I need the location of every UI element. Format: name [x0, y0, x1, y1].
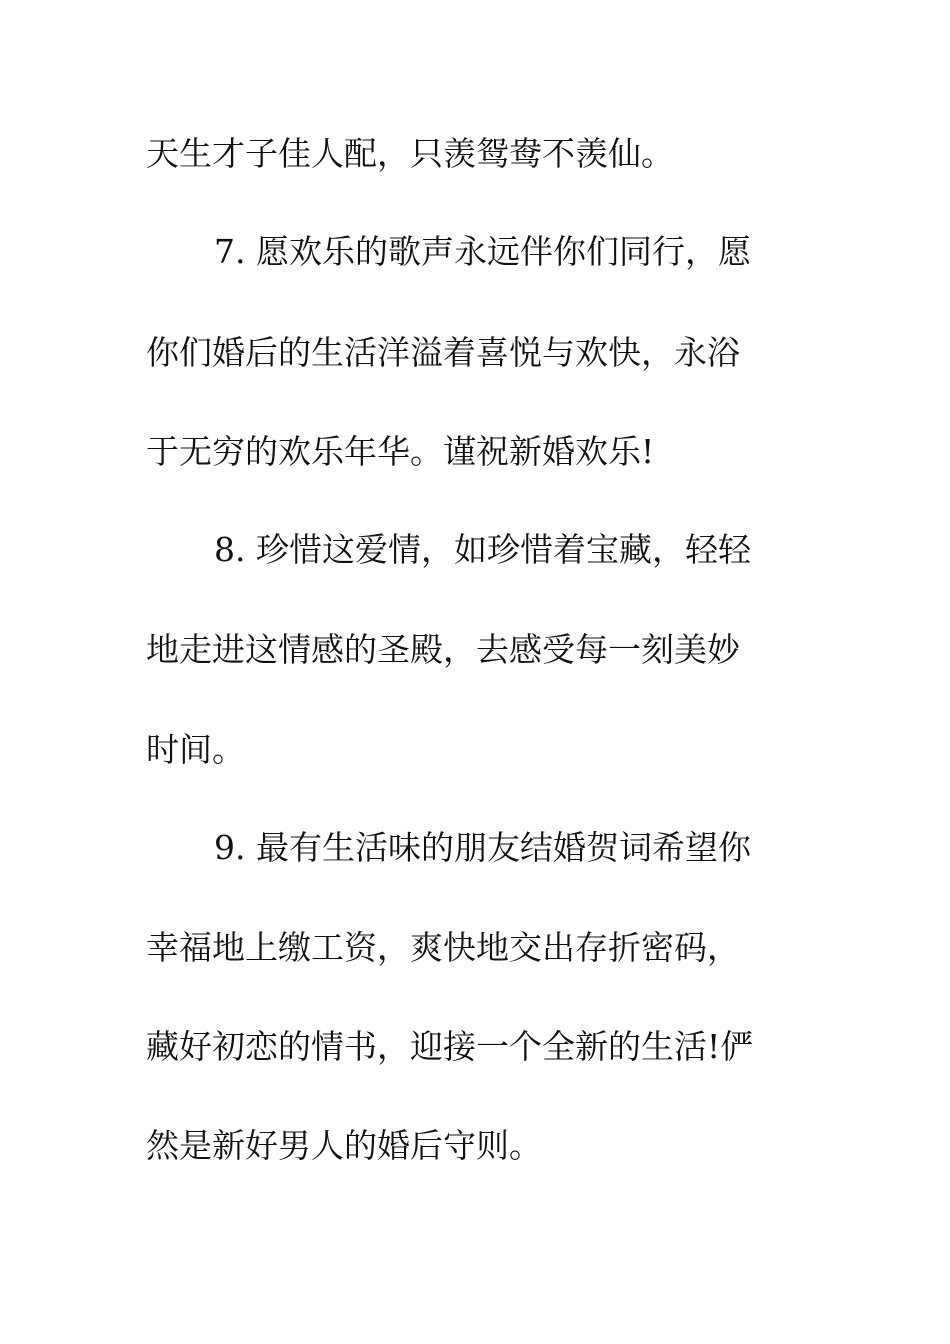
text-line: 地走进这情感的圣殿，去感受每一刻美妙 — [146, 630, 740, 669]
paragraph-9-line: 9. 最有生活味的朋友结婚贺词希望你 — [214, 828, 751, 867]
text-line: 时间。 — [146, 730, 245, 769]
paragraph-7-line: 7. 愿欢乐的歌声永远伴你们同行，愿 — [214, 232, 751, 271]
text-line: 幸福地上缴工资，爽快地交出存折密码， — [146, 928, 740, 967]
text-line: 天生才子佳人配，只羡鸳鸯不羡仙。 — [146, 134, 674, 173]
paragraph-8-line: 8. 珍惜这爱情，如珍惜着宝藏，轻轻 — [214, 530, 751, 569]
text-line: 然是新好男人的婚后守则。 — [146, 1126, 542, 1165]
text-line: 于无穷的欢乐年华。谨祝新婚欢乐! — [146, 432, 655, 471]
text-line: 你们婚后的生活洋溢着喜悦与欢快，永浴 — [146, 333, 740, 372]
text-line: 藏好初恋的情书，迎接一个全新的生活!俨 — [146, 1027, 754, 1066]
